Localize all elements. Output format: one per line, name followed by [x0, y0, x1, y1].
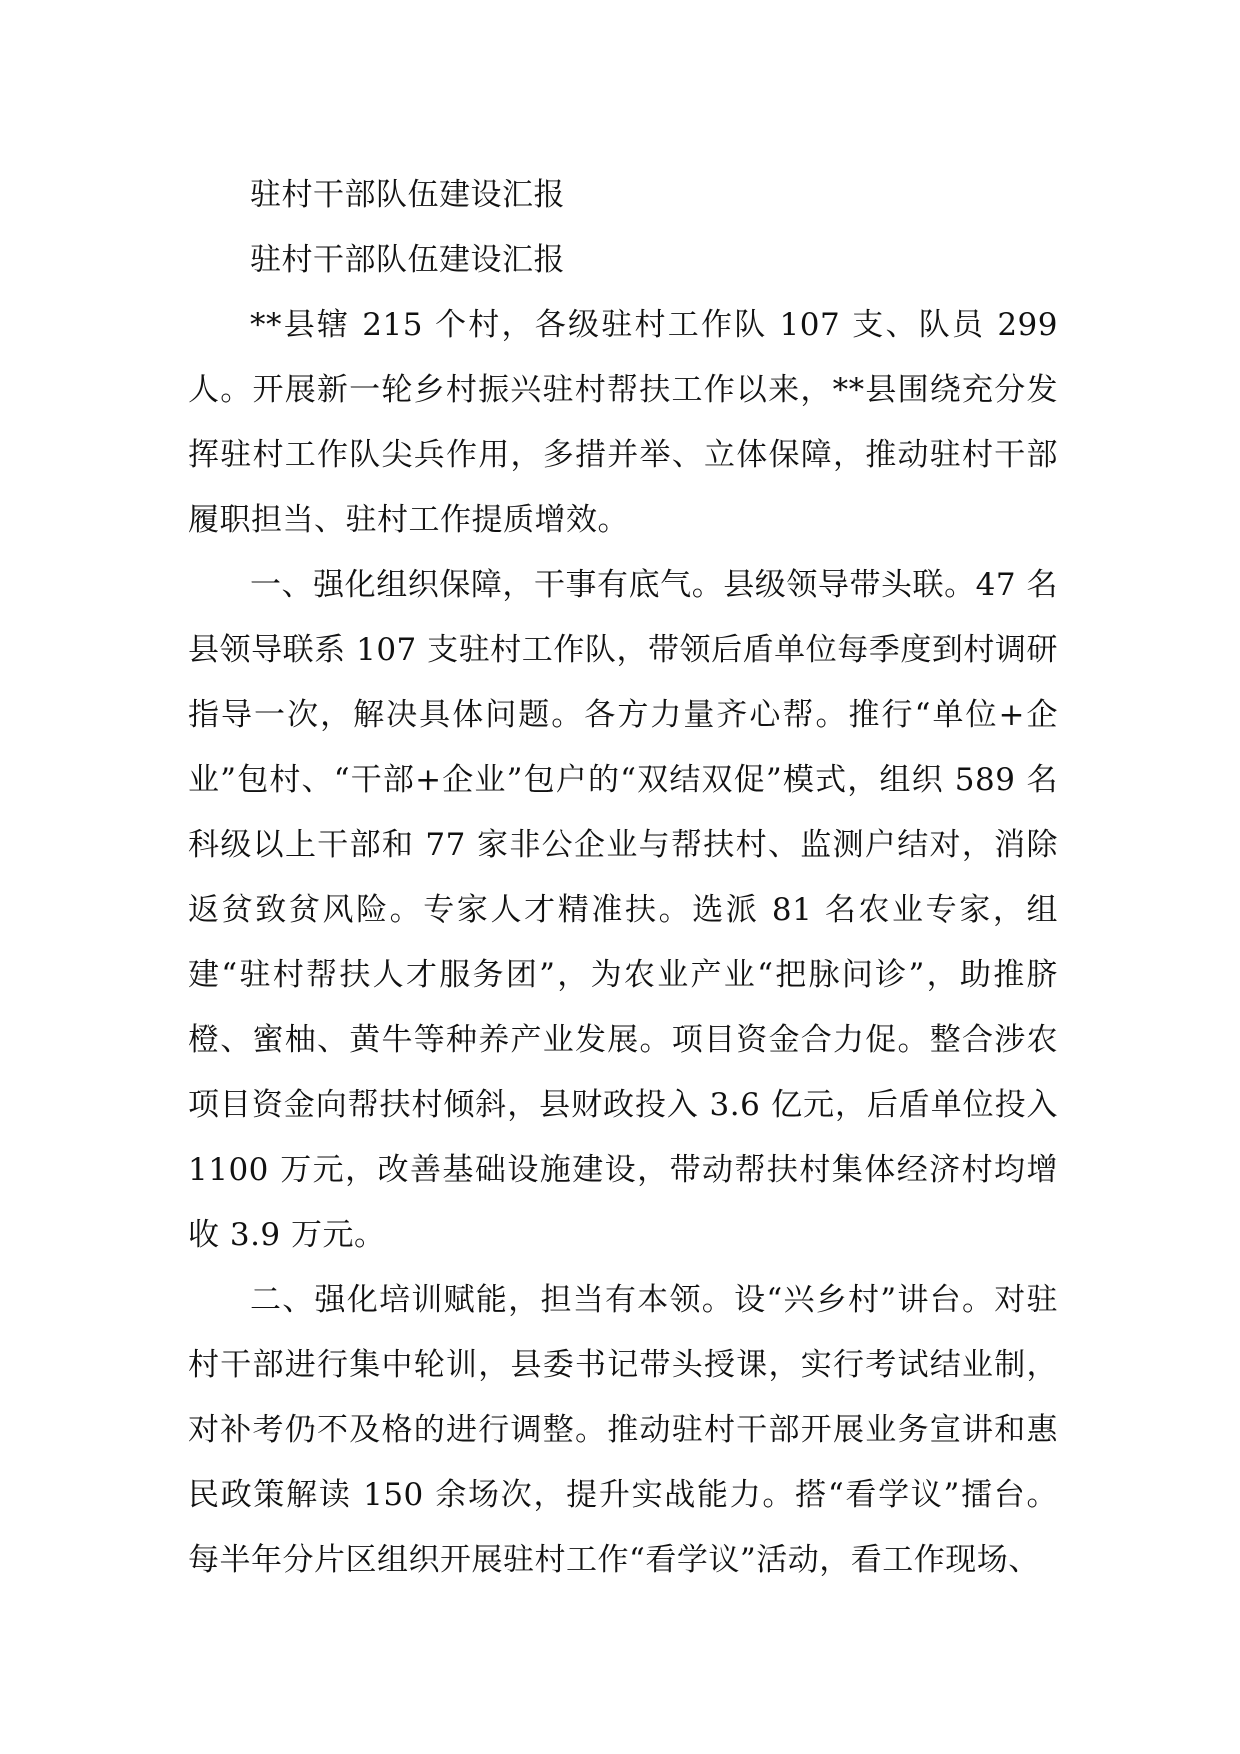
paragraph-section-1: 一、强化组织保障，干事有底气。县级领导带头联。47 名县领导联系 107 支驻村工作队，带领后盾单位每季度到村调研指导一次，解决具体问题。各方力量齐心帮。推行“单位+企业”包村、“干部+企业”包户的“双结双促”模式，组织 589 名科级以上干部和 77 家非公企业与帮扶村、监测户结对，消除返贫致贫风险。专家人才精准扶。选派 81 名农业专家，组建“驻村帮扶人才服务团”，为农业产业“把脉问诊”，助推脐橙、蜜柚、黄牛等种养产业发展。项目资金合力促。整合涉农项目资金向帮扶村倾斜，县财政投入 3.6 亿元，后盾单位投入 1100 万元，改善基础设施建设，带动帮扶村集体经济村均增收 3.9 万元。 [188, 567, 1058, 1253]
document-body [188, 163, 1058, 1593]
document-subtitle: 驻村干部队伍建设汇报 [250, 242, 565, 278]
paragraph-section-2: 二、强化培训赋能，担当有本领。设“兴乡村”讲台。对驻村干部进行集中轮训，县委书记带头授课，实行考试结业制，对补考仍不及格的进行调整。推动驻村干部开展业务宣讲和惠民政策解读 150 余场次，提升实战能力。搭“看学议”擂台。每半年分片区组织开展驻村工作“看学议”活动，看工作现场、 [188, 1282, 1058, 1578]
document-title: 驻村干部队伍建设汇报 [250, 177, 565, 213]
paragraph-intro: **县辖 215 个村，各级驻村工作队 107 支、队员 299 人。开展新一轮乡村振兴驻村帮扶工作以来，**县围绕充分发挥驻村工作队尖兵作用，多措并举、立体保障，推动驻村干部履职担当、驻村工作提质增效。 [188, 307, 1058, 538]
